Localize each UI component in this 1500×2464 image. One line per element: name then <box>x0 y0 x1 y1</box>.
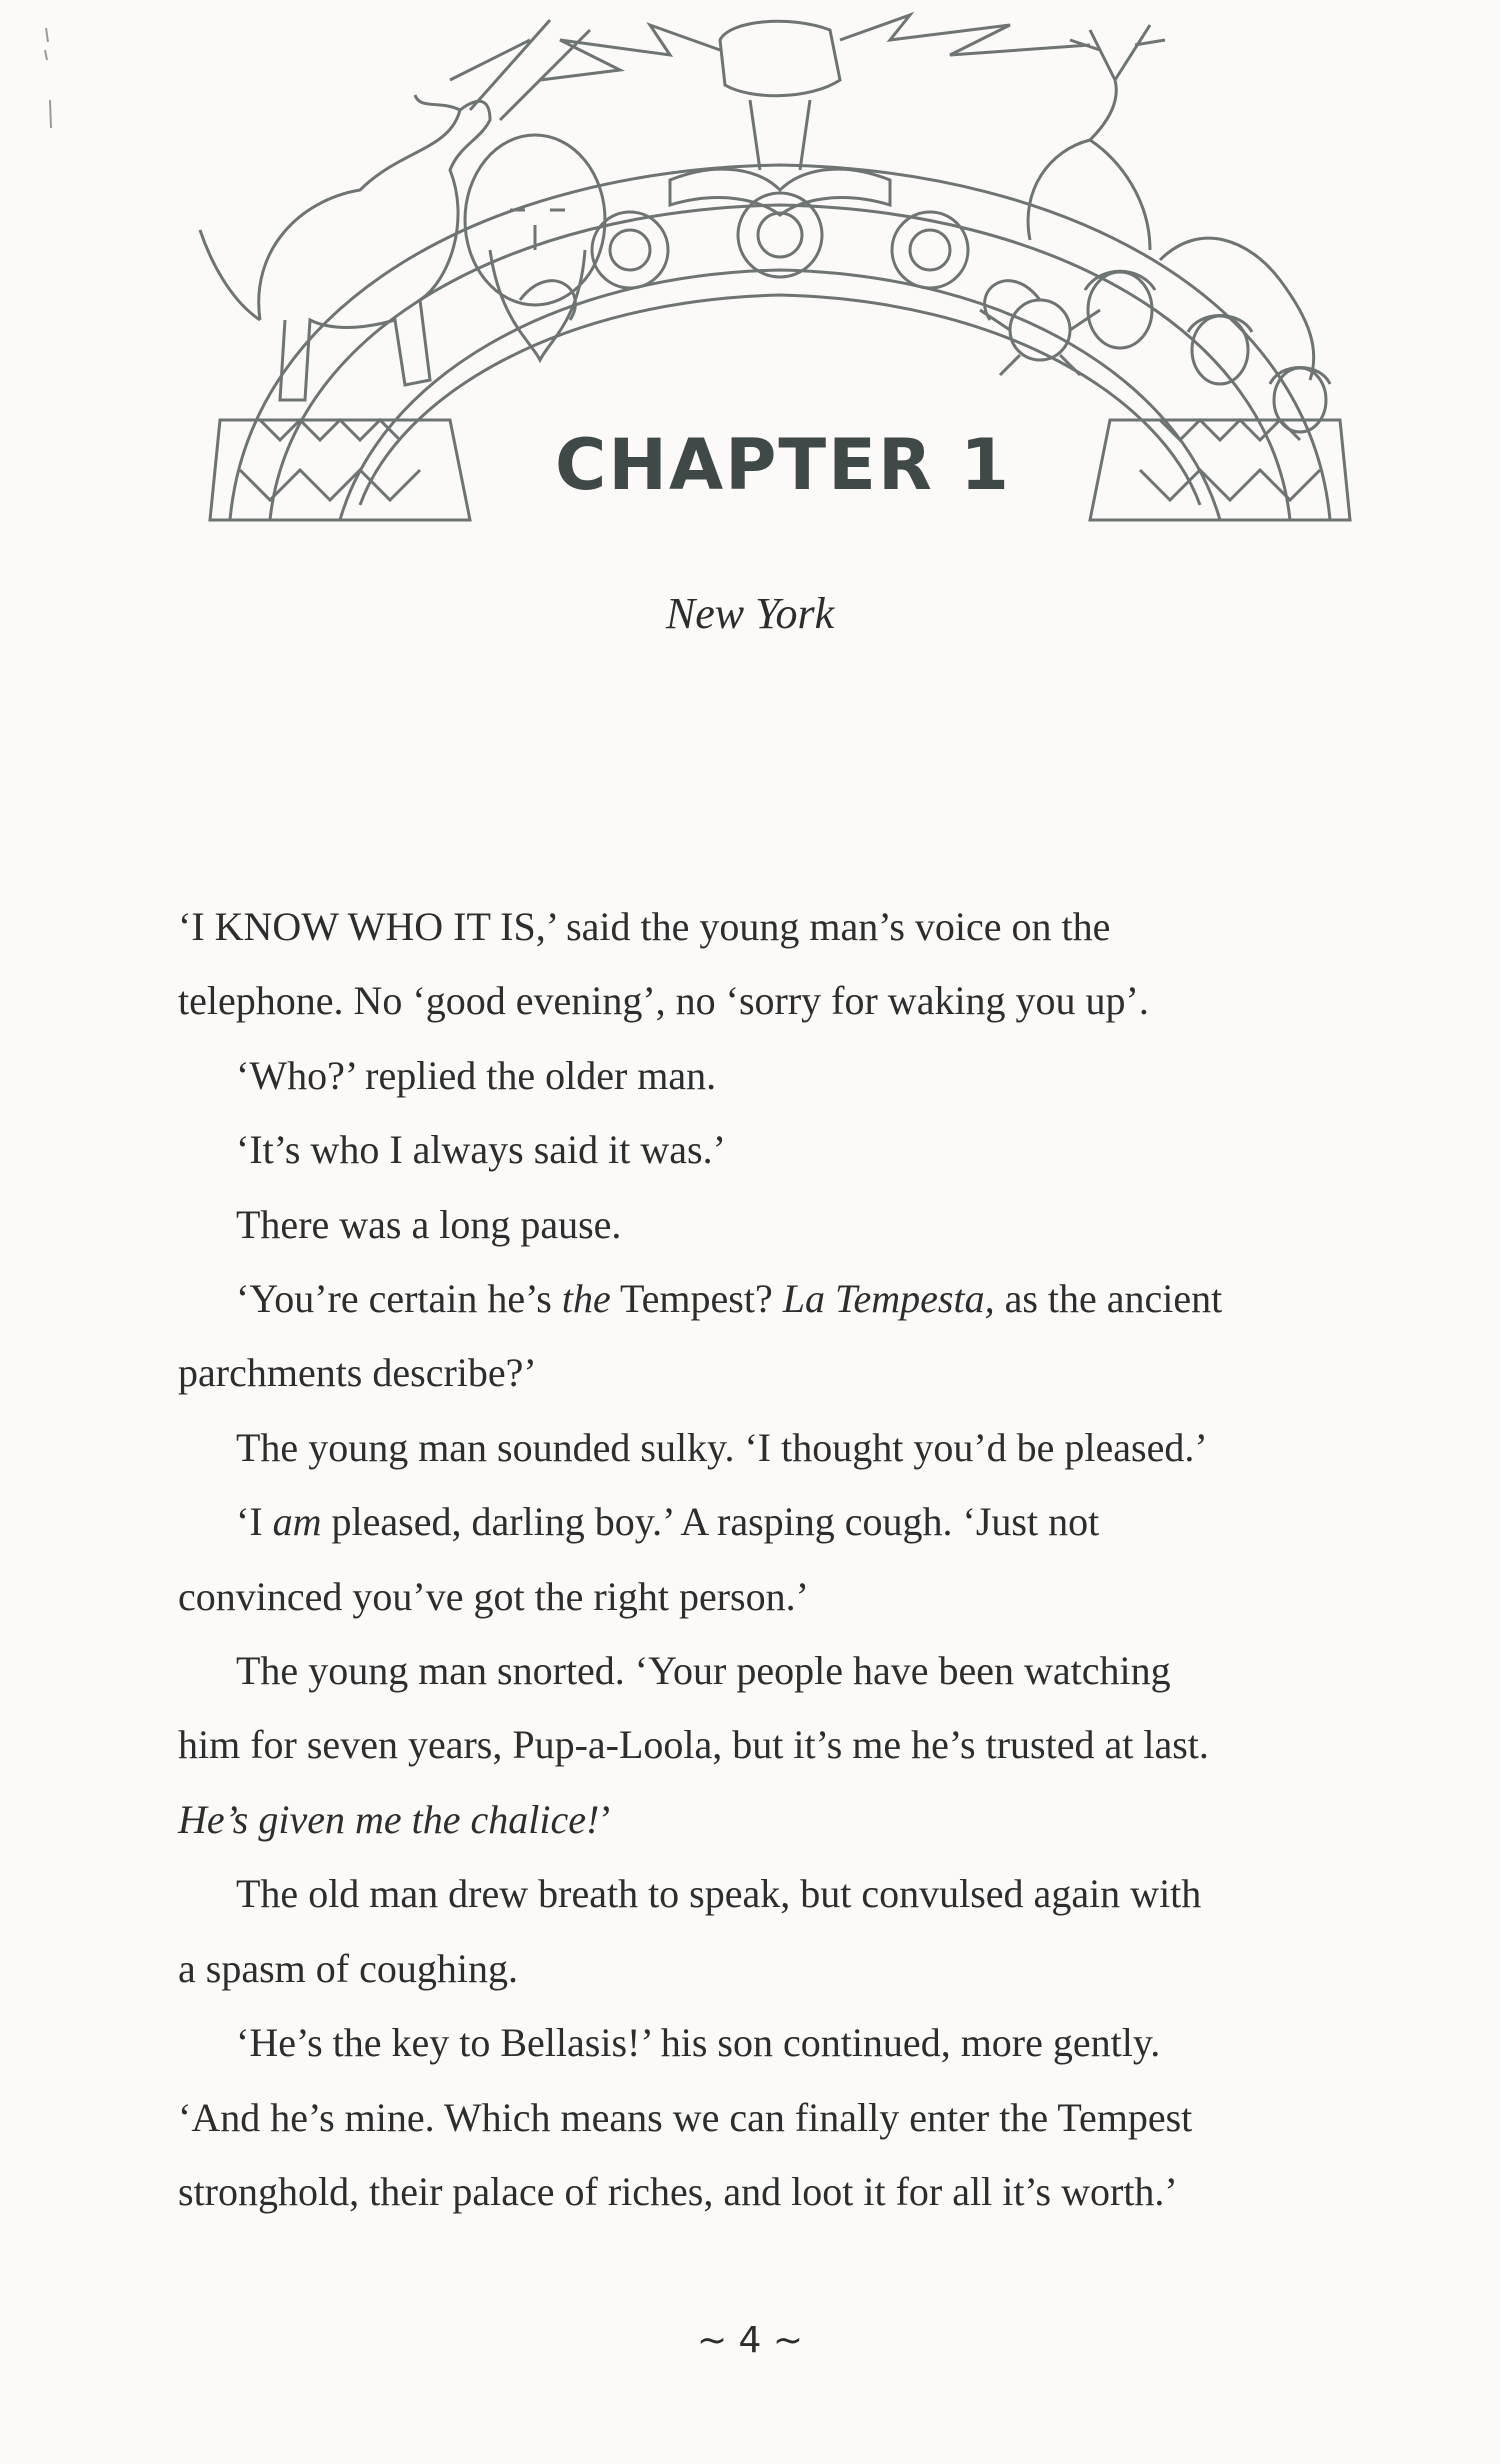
scan-edge-marks <box>40 20 60 130</box>
paragraph-10-line-1: ‘He’s the key to Bellasis!’ his son continued, more gently. <box>236 2020 1161 2066</box>
paragraph-9-line-2: a spasm of coughing. <box>178 1945 518 1991</box>
paragraph-2: ‘Who?’ replied the older man. <box>236 1052 717 1098</box>
paragraph-10-line-3: stronghold, their palace of riches, and loot it for all it’s worth.’ <box>178 2168 1178 2214</box>
p5-text-c: Tempest? <box>610 1276 783 1322</box>
chapter-title: CHAPTER 1 <box>555 424 1011 506</box>
paragraph-7-line-2: convinced you’ve got the right person.’ <box>178 1573 809 1619</box>
p5-italic-the: the <box>561 1276 611 1322</box>
page-number: ~ 4 ~ <box>696 2320 804 2361</box>
paragraph-7-line-1 <box>178 1485 1400 1559</box>
p7-text-c: pleased, darling boy.’ A rasping cough. ‘Just not <box>321 1499 1100 1545</box>
chapter-location: New York <box>665 589 835 638</box>
paragraph-5-line-1 <box>178 1262 1400 1336</box>
paragraph-8-line-2: him for seven years, Pup-a-Loola, but it’s me he’s trusted at last. <box>178 1722 1209 1768</box>
p7-italic-am: am <box>272 1499 322 1545</box>
paragraph-3: ‘It’s who I always said it was.’ <box>236 1127 726 1173</box>
paragraph-4: There was a long pause. <box>236 1201 622 1247</box>
p5-text-a: ‘You’re certain he’s <box>236 1276 562 1322</box>
paragraph-9-line-1: The old man drew breath to speak, but convulsed again with <box>236 1871 1202 1917</box>
p5-text-e: as the ancient <box>994 1276 1223 1322</box>
p8-italic-chalice: He’s given me the chalice! <box>178 1796 600 1842</box>
paragraph-1-line-1: ‘I KNOW WHO IT IS,’ said the young man’s voice on the <box>178 904 1111 949</box>
paragraph-8-line-1: The young man snorted. ‘Your people have been watching <box>236 1648 1171 1694</box>
p8-italic-tail: ’ <box>599 1796 613 1842</box>
paragraph-1-line-2: telephone. No ‘good evening’, no ‘sorry for waking you up’. <box>178 978 1149 1024</box>
paragraph-8-line-3 <box>178 1783 1400 1857</box>
paragraph-10-line-2: ‘And he’s mine. Which means we can finally enter the Tempest <box>178 2094 1193 2140</box>
paragraph-5-line-2: parchments describe?’ <box>178 1350 537 1396</box>
p7-text-a: ‘I <box>236 1499 273 1545</box>
chapter-body <box>178 890 1400 2229</box>
p5-italic-la-tempesta: La Tempesta, <box>782 1276 995 1322</box>
paragraph-6: The young man sounded sulky. ‘I thought you’d be pleased.’ <box>236 1424 1208 1470</box>
